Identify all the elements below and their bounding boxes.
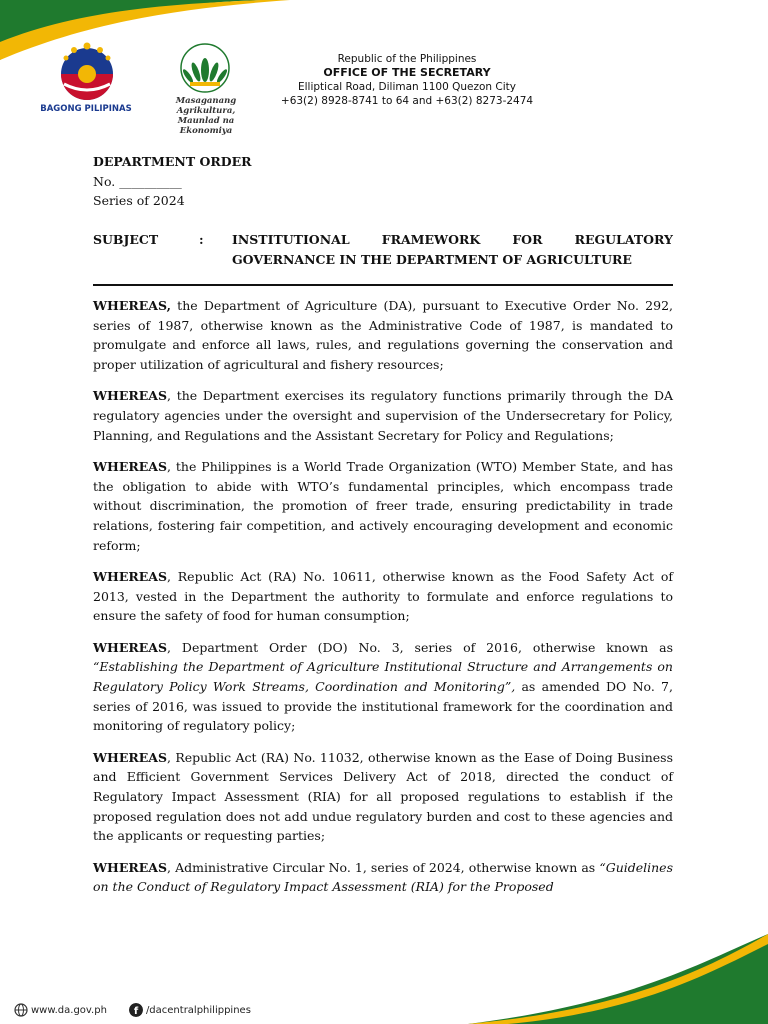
- letterhead-office: OFFICE OF THE SECRETARY: [323, 66, 491, 79]
- footer-website[interactable]: www.da.gov.ph: [14, 1003, 107, 1017]
- whereas-clause: WHEREAS, Administrative Circular No. 1, series of 2024, otherwise known as “Guidelines on the Conduct of Regulatory Impact Assessment (RIA) for the Proposed: [93, 859, 673, 895]
- order-series: Series of 2024: [93, 193, 185, 208]
- whereas-clause: WHEREAS, Republic Act (RA) No. 10611, otherwise known as the Food Safety Act of 2013, vested in the Department the authority to formulate and enforce regulations to ensure the safety of food for human consumption;: [93, 568, 673, 624]
- order-title: DEPARTMENT ORDER: [93, 154, 252, 169]
- bagong-pilipinas-text: BAGONG PILIPINAS: [40, 104, 132, 114]
- divider: [93, 284, 673, 286]
- subject-text: [232, 230, 673, 270]
- whereas-clause: WHEREAS, the Philippines is a World Trade Organization (WTO) Member State, and has the obligation to abide with WTO’s fundamental principles, which encompass trade without discrimination, the promotion of freer trade, ensuring predictability in trade relations, fostering fair competition, and actively encouraging development and economic reform;: [93, 458, 673, 553]
- globe-icon: [14, 1003, 28, 1017]
- subject-label: SUBJECT: [93, 232, 159, 247]
- facebook-icon: [129, 1003, 143, 1017]
- footer-facebook[interactable]: f /dacentralphilippines: [129, 1003, 251, 1017]
- subject-colon: :: [199, 232, 204, 247]
- whereas-clause: WHEREAS, the Department exercises its regulatory functions primarily through the DA regulatory agencies under the oversight and supervision of the Undersecretary for Policy, Planning, and Regulations and the Assistant Secretary for Policy and Regulations;: [93, 388, 673, 443]
- letterhead: [262, 52, 552, 108]
- document-body: [93, 296, 673, 908]
- order-number: No. __________: [93, 173, 182, 189]
- order-block: [93, 152, 252, 211]
- letterhead-address: Elliptical Road, Diliman 1100 Quezon City: [297, 81, 516, 93]
- whereas-clause: WHEREAS, the Department of Agriculture (DA), pursuant to Executive Order No. 292, series of 1987, otherwise known as the Administrative Code of 1987, is mandated to promulgate and enforce all laws, rules, and regulations governing the conservation and proper utilization of agricultural and fishery resources;: [93, 298, 673, 373]
- svg-text:f: f: [133, 1006, 139, 1017]
- footer-swoosh: [468, 934, 768, 1024]
- letterhead-phone: +63(2) 8928-8741 to 64 and +63(2) 8273-2474: [280, 95, 534, 107]
- letterhead-republic: Republic of the Philippines: [337, 53, 477, 65]
- subject-line-1: INSTITUTIONAL FRAMEWORK FOR REGULATORY: [232, 232, 673, 247]
- subject-line-2: GOVERNANCE IN THE DEPARTMENT OF AGRICULTURE: [232, 252, 632, 267]
- whereas-clause: WHEREAS, Department Order (DO) No. 3, series of 2016, otherwise known as “Establishing the Department of Agriculture Institutional Structure and Arrangements on Regulatory Policy Work Streams, Coordination and Monitoring”, as amended DO No. 7, series of 2016, was issued to provide the institutional framework for the coordination and monitoring of regulatory policy;: [93, 639, 673, 734]
- da-tagline: Masaganang Agrikultura, Maunlad na Ekonomiya: [175, 96, 237, 136]
- footer: [14, 1003, 273, 1017]
- whereas-clause: WHEREAS, Republic Act (RA) No. 11032, otherwise known as the Ease of Doing Business and Efficient Government Services Delivery Act of 2018, directed the conduct of Regulatory Impact Assessment (RIA) for all proposed regulations to establish if the proposed regulation does not add undue regulatory burden and cost to these agencies and the applicants or requesting parties;: [93, 749, 673, 844]
